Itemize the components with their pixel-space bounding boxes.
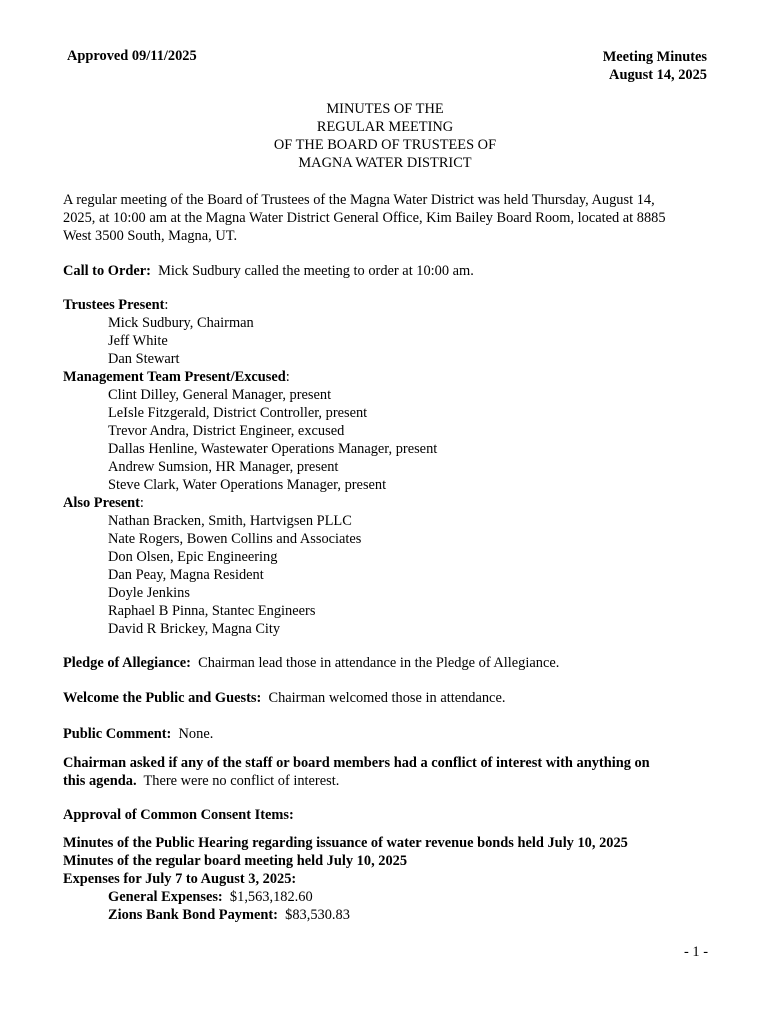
- management-item: Andrew Sumsion, HR Manager, present: [108, 459, 339, 475]
- colon: :: [164, 297, 169, 313]
- welcome-label: Welcome the Public and Guests:: [63, 690, 262, 706]
- management-item: Steve Clark, Water Operations Manager, present: [108, 477, 387, 493]
- call-to-order-label: Call to Order:: [63, 263, 151, 279]
- management-label: Management Team Present/Excused: [63, 369, 286, 385]
- colon: :: [285, 369, 290, 385]
- conflict-label: this agenda.: [63, 773, 137, 789]
- consent-items: [63, 834, 713, 924]
- also-present-item: Doyle Jenkins: [108, 585, 190, 601]
- also-present-item: Raphael B Pinna, Stantec Engineers: [108, 603, 316, 619]
- consent-item: Minutes of the Public Hearing regarding issuance of water revenue bonds held July 10, 2025: [63, 835, 628, 851]
- welcome-section: [63, 689, 713, 707]
- title-line: REGULAR MEETING: [316, 119, 454, 135]
- document-title: [0, 100, 770, 172]
- intro-line: 2025, at 10:00 am at the Magna Water District General Office, Kim Bailey Board Room, located at 8885: [63, 210, 666, 226]
- also-present-item: Dan Peay, Magna Resident: [108, 567, 264, 583]
- page-number: - 1 -: [684, 944, 708, 960]
- also-present-item: Nathan Bracken, Smith, Hartvigsen PLLC: [108, 513, 352, 529]
- approved-date: Approved 09/11/2025: [67, 48, 197, 64]
- colon: :: [139, 495, 144, 511]
- pledge-text: Chairman lead those in attendance in the Pledge of Allegiance.: [198, 655, 560, 671]
- also-present-item: David R Brickey, Magna City: [108, 621, 281, 637]
- conflict-section: [63, 754, 713, 790]
- attendance-section: [63, 296, 713, 638]
- pledge-label: Pledge of Allegiance:: [63, 655, 191, 671]
- consent-item: Minutes of the regular board meeting held July 10, 2025: [63, 853, 408, 869]
- management-item: LeIsle Fitzgerald, District Controller, present: [108, 405, 368, 421]
- conflict-text: There were no conflict of interest.: [143, 773, 340, 789]
- general-expenses: [63, 888, 713, 906]
- consent-label: Approval of Common Consent Items:: [63, 807, 294, 823]
- general-expenses-label: General Expenses:: [108, 889, 223, 905]
- also-present-label: Also Present: [63, 495, 140, 511]
- management-item: Trevor Andra, District Engineer, excused: [108, 423, 345, 439]
- call-to-order-text: Mick Sudbury called the meeting to order at 10:00 am.: [158, 263, 474, 279]
- consent-heading: [63, 806, 713, 824]
- consent-item: Expenses for July 7 to August 3, 2025:: [63, 871, 297, 887]
- management-item: Clint Dilley, General Manager, present: [108, 387, 332, 403]
- trustee-item: Jeff White: [108, 333, 168, 349]
- trustee-item: Dan Stewart: [108, 351, 180, 367]
- intro-paragraph: [63, 191, 713, 245]
- also-present-item: Nate Rogers, Bowen Collins and Associates: [108, 531, 362, 547]
- public-comment-text: None.: [178, 726, 214, 742]
- title-line: OF THE BOARD OF TRUSTEES OF: [273, 137, 497, 153]
- title-line: MAGNA WATER DISTRICT: [298, 155, 472, 171]
- call-to-order: [63, 262, 713, 280]
- public-comment-section: [63, 725, 713, 743]
- zions-bond-label: Zions Bank Bond Payment:: [108, 907, 278, 923]
- conflict-label: Chairman asked if any of the staff or board members had a conflict of interest with anything on: [63, 755, 650, 771]
- welcome-text: Chairman welcomed those in attendance.: [268, 690, 506, 706]
- also-present-item: Don Olsen, Epic Engineering: [108, 549, 278, 565]
- zions-bond-value: $83,530.83: [285, 907, 350, 923]
- pledge-section: [63, 654, 713, 672]
- intro-line: A regular meeting of the Board of Trustees of the Magna Water District was held Thursday, August 14,: [63, 192, 655, 208]
- header-right: [603, 48, 707, 84]
- zions-bond-payment: [63, 906, 713, 924]
- trustees-label: Trustees Present: [63, 297, 165, 313]
- general-expenses-value: $1,563,182.60: [229, 889, 313, 905]
- meeting-date: August 14, 2025: [609, 67, 707, 83]
- management-item: Dallas Henline, Wastewater Operations Manager, present: [108, 441, 438, 457]
- intro-line: West 3500 South, Magna, UT.: [63, 228, 238, 244]
- doc-type: Meeting Minutes: [602, 49, 707, 65]
- title-line: MINUTES OF THE: [326, 101, 444, 117]
- public-comment-label: Public Comment:: [63, 726, 172, 742]
- trustee-item: Mick Sudbury, Chairman: [108, 315, 254, 331]
